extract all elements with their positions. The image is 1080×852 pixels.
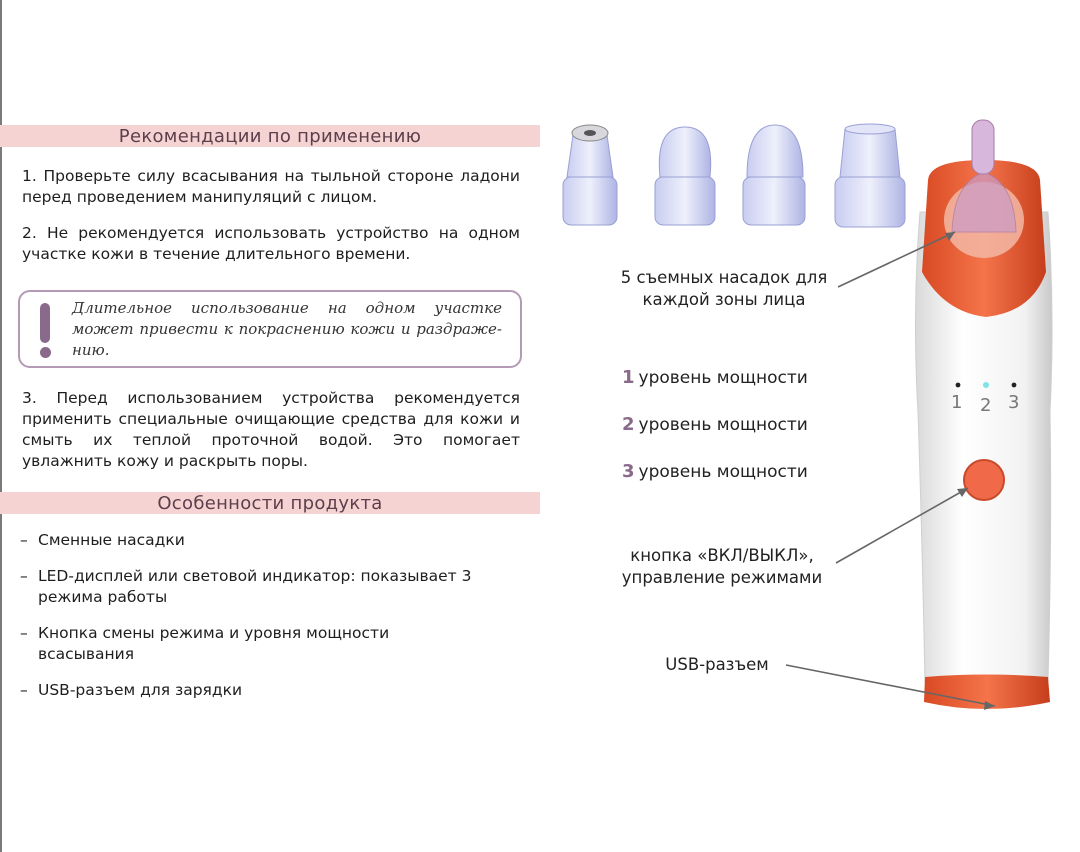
warning-text: Длительное использование на одном участке может привести к покраснению кожи и раздраже-нию. [72, 299, 502, 359]
button-arrow [836, 488, 968, 563]
feature-text: Сменные насадки [38, 531, 185, 549]
button-callout: кнопка «ВКЛ/ВЫКЛ», управление режимами [621, 546, 823, 587]
power-level-label: уровень мощности [638, 462, 808, 482]
nozzle-arrow [838, 232, 955, 287]
power-level-number: 2 [622, 414, 635, 435]
power-level-label: уровень мощности [638, 368, 808, 388]
power-level-3 [622, 461, 808, 482]
device-indicator-label-2: 2 [980, 395, 992, 416]
power-level-2 [622, 414, 808, 435]
list-dash: – [20, 681, 28, 699]
nozzles-callout: 5 съемных насадок для каждой зоны лица [620, 268, 828, 309]
list-dash: – [20, 624, 28, 642]
list-dash: – [20, 567, 28, 585]
list-dash: – [20, 531, 28, 549]
usb-callout: USB-разъем [665, 655, 769, 674]
power-level-label: уровень мощности [638, 415, 808, 435]
feature-text: LED-дисплей или световой индикатор: показывает 3 режима работы [38, 567, 472, 606]
power-level-number: 1 [622, 367, 635, 388]
device-indicator-label-3: 3 [1008, 392, 1020, 413]
usage-paragraph-3: 3. Перед использованием устройства рекомендуется применить специальные очищающие средства для кожи и смыть их теплой проточной водой. Это помогает увлажнить кожу и раскрыть поры. [22, 389, 520, 470]
usage-heading: Рекомендации по применению [118, 125, 422, 147]
feature-text: USB-разъем для зарядки [38, 681, 243, 699]
usage-paragraph-1: 1. Проверьте силу всасывания на тыльной стороне ладони перед проведением манипуляций с лицом. [22, 167, 520, 206]
power-level-1 [622, 367, 808, 388]
device-indicator-label-1: 1 [951, 392, 963, 413]
power-level-number: 3 [622, 461, 635, 482]
features-heading: Особенности продукта [157, 492, 383, 514]
usage-paragraph-2: 2. Не рекомендуется использовать устройство на одном участке кожи в течение длительного времени. [22, 224, 520, 263]
usb-arrow [786, 665, 995, 706]
feature-text: Кнопка смены режима и уровня мощности всасывания [38, 624, 390, 663]
